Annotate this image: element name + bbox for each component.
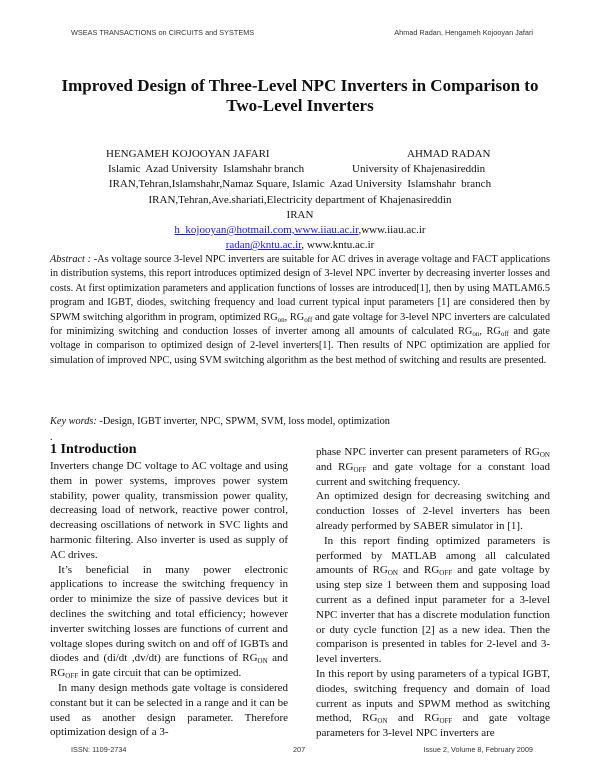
running-header-journal: WSEAS TRANSACTIONS on CIRCUITS and SYSTEMS: [71, 28, 255, 37]
footer-issue: Issue 2, Volume 8, February 2009: [423, 745, 533, 754]
left-column: [50, 442, 288, 740]
body-paragraph: In this report by using parameters of a typical IGBT, diodes, switching frequency and domain of load current as inputs and SPWM method as switching method, $RG_{ON}$ and $RG_{OFF}$ and gate voltage parameters for 3-level NPC inverters are: [316, 667, 550, 740]
subscript: ON: [377, 717, 388, 726]
section-heading: 1 Introduction: [50, 442, 137, 457]
website-text-2: , www.kntu.ac.ir: [301, 239, 375, 252]
email-link-2[interactable]: radan@kntu.ac.ir: [225, 239, 302, 252]
page-number: 207: [293, 745, 306, 754]
affiliation-2: University of Khajenasireddin: [352, 163, 486, 176]
body-paragraph: An optimized design for decreasing switching and conduction losses of 2-level inverters has been already performed by SABER simulator in [1].: [316, 490, 550, 532]
subscript: OFF: [65, 672, 79, 681]
email-line-2: [0, 238, 600, 253]
keywords: [50, 416, 390, 427]
address-line-1: IRAN,Tehran,Islamshahr,Namaz Square, Islamic Azad University Islamshahr branch: [108, 178, 492, 191]
subscript: off: [304, 315, 313, 324]
body-paragraph: In this report finding optimized parameters is performed by MATLAB among all calculated amounts of $RG_{ON}$ and $RG_{OFF}$ and gate voltage by using step size 1 between them and supposing load current as a defined input parameter for a 3-level NPC inverter that has a discrete modulation function or duty cycle function [2] as a new idea. Then the comparison is presented in tables for 2-level and 3-level inverters.: [316, 534, 550, 666]
body-paragraph: It’s beneficial in many power electronic applications to increase the switching frequency in order to minimize the size of passive devices but it declines the switching and total efficiency; however inverter switching losses are functions of current and voltage slopes during switch on and off of IGBTs and diodes and (di/dt ,dv/dt) are functions of $RG_{ON}$ and $RG_{OFF}$ in gate circuit that can be optimized.: [50, 563, 288, 681]
affiliation-1: Islamic Azad University Islamshahr branch: [108, 163, 305, 176]
subscript: off: [500, 330, 509, 339]
country: IRAN: [286, 208, 314, 221]
email-link-1[interactable]: h_kojooyan@hotmail.com,www.iiau.ac.ir: [174, 223, 359, 236]
body-paragraph: In many design methods gate voltage is considered constant but it can be selected in a range and it can be used as another design parameter. Therefore optimization design of a 3-: [50, 681, 288, 739]
keywords-text: -Design, IGBT inverter, NPC, SPWM, SVM, loss model, optimization: [99, 416, 390, 427]
right-paragraphs: [316, 445, 550, 741]
address-line-2: IRAN,Tehran,Ave.shariati,Electricity department of Khajenasireddin: [148, 193, 452, 206]
website-text-1: ,www.iiau.ac.ir: [358, 223, 426, 236]
abstract-label: Abstract :: [50, 254, 94, 265]
subscript: OFF: [353, 465, 367, 474]
subscript: on: [277, 315, 285, 324]
left-paragraphs: [50, 459, 288, 740]
subscript: OFF: [439, 569, 453, 578]
footer-issn: ISSN: 1109-2734: [71, 745, 127, 754]
subscript: ON: [257, 657, 268, 666]
author-block: [0, 147, 600, 253]
subscript: ON: [387, 569, 398, 578]
email-line-1: [0, 223, 600, 238]
body-paragraph: phase NPC inverter can present parameters of $RG_{ON}$ and $RG_{OFF}$ and gate voltage for a constant load current and switching frequency.: [316, 446, 550, 488]
subscript: ON: [539, 451, 550, 459]
subscript: OFF: [439, 717, 453, 726]
author-name-2: AHMAD RADAN: [407, 148, 491, 160]
paper-title: Improved Design of Three-Level NPC Inverters in Comparison to Two-Level Inverters: [61, 76, 539, 115]
abstract: [50, 253, 550, 368]
right-column: [316, 445, 550, 741]
separator-dot: .: [50, 432, 53, 443]
keywords-label: Key words:: [50, 416, 100, 427]
body-paragraph: Inverters change DC voltage to AC voltage and using them in power systems, improves power system stability, power quality, transmission power quality, decreasing load of network, reactive power control, decreasing oscillations of network in SVC lights and harmonic filtering. Also inverter is used as supply of AC drives.: [50, 460, 288, 561]
subscript: on: [472, 330, 480, 339]
author-name-1: HENGAMEH KOJOOYAN JAFARI: [106, 148, 270, 160]
abstract-text: -As voltage source 3-level NPC inverters are suitable for AC drives in average voltage and FACT applications in distribution systems, this report introduces optimized design of 3-level NPC inverter by decreasing inverter losses and costs. At first optimization parameters and application functions of losses are introduced[1], then by using MATLAM6.5 program and IGBT, diodes, switching frequency and load current typical input parameters [1] are considered then by SPWM switching algorithm in program, optimized $RG_{on}$, $RG_{off}$ and gate voltage for 3-level NPC inverters are calculated for minimizing switching and conduction losses of inverter among all amounts of calculated $RG_{on}$, $RG_{off}$ and gate voltage in comparison to optimized design of 2-level inverters[1]. Then results of NPC optimization are applied for simulation of improved NPC, using SVM switching algorithm as the best method of switching and results are presented.: [50, 254, 550, 366]
running-header-authors: Ahmad Radan, Hengameh Kojooyan Jafari: [394, 28, 533, 37]
